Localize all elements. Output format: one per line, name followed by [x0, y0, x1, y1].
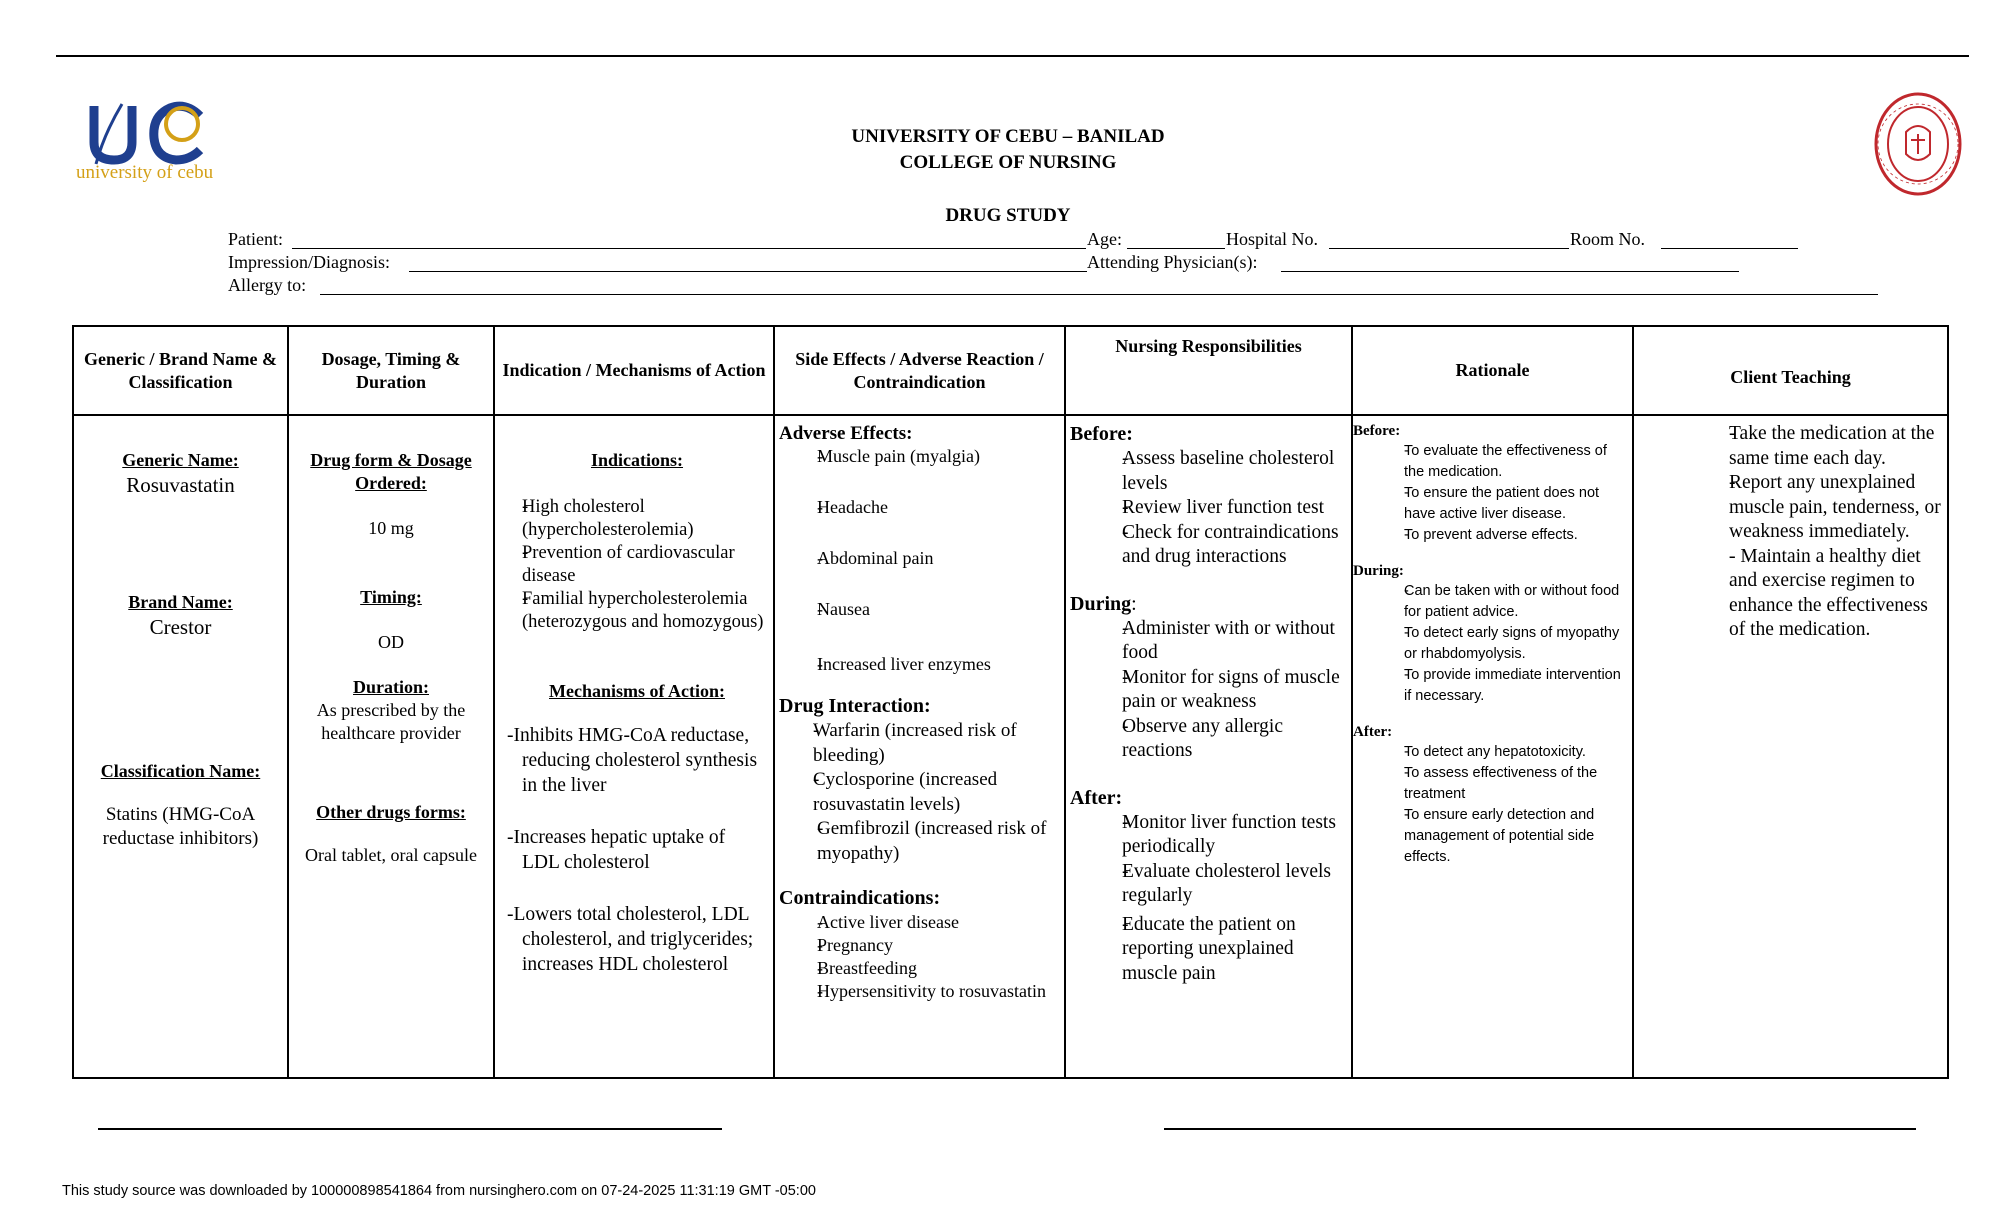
allergy-field[interactable] [320, 294, 1878, 295]
impression-label: Impression/Diagnosis: [228, 252, 390, 272]
adverse-effect-item: - Nausea [797, 598, 1060, 621]
col-header-nursing: Nursing Responsibilities [1065, 326, 1352, 415]
nursing-cell [1065, 415, 1352, 1078]
col-header-dosage: Dosage, Timing & Duration [288, 326, 494, 415]
col-header-side-effects: Side Effects / Adverse Reaction / Contraindication [774, 326, 1065, 415]
physician-label: Attending Physician(s): [1087, 252, 1258, 272]
generic-cell [73, 415, 288, 1078]
nursing-item: - Check for contraindications and drug interactions [1086, 521, 1347, 570]
rationale-item: - To ensure the patient does not have active liver disease. [1367, 483, 1624, 525]
moa-item: -Inhibits HMG-CoA reductase, reducing cholesterol synthesis in the liver [507, 725, 758, 796]
teaching-item: - - Maintain a healthy diet and exercise regimen to enhance the effectiveness of the medication. [1691, 545, 1943, 643]
drug-interaction-item: - Warfarin (increased risk of bleeding) [799, 719, 1060, 768]
col-header-teaching: Client Teaching [1633, 326, 1948, 415]
rationale-item: - To evaluate the effectiveness of the medication. [1367, 441, 1624, 483]
rationale-after-list [1353, 742, 1624, 868]
contraindication-item: - Active liver disease [797, 911, 1060, 934]
rationale-during-label: During: [1353, 563, 1404, 579]
other-forms-label: Other drugs forms: [316, 802, 466, 822]
table-header-row [73, 326, 1948, 415]
nursing-item: - Monitor for signs of muscle pain or weakness [1086, 666, 1347, 715]
brand-name-label: Brand Name: [128, 592, 233, 612]
duration-label: Duration: [353, 677, 429, 697]
brand-name-value: Crestor [149, 615, 212, 639]
nursing-item: - Observe any allergic reactions [1086, 715, 1347, 764]
col-header-indication: Indication / Mechanisms of Action [494, 326, 774, 415]
side-effects-cell [774, 415, 1065, 1078]
col-header-generic: Generic / Brand Name & Classification [73, 326, 288, 415]
nursing-item: - Administer with or without food [1086, 617, 1347, 666]
signature-line-left [98, 1128, 722, 1130]
rationale-after-label: After: [1353, 724, 1393, 740]
nursing-item: - Evaluate cholesterol levels regularly [1086, 860, 1347, 909]
timing-value: OD [378, 632, 404, 652]
hospital-no-label: Hospital No. [1226, 229, 1318, 249]
adverse-effects-list [779, 445, 1060, 676]
rationale-item: - To ensure early detection and management of potential side effects. [1367, 805, 1624, 868]
nursing-after-list [1070, 811, 1347, 987]
drug-interaction-item: - Cyclosporine (increased rosuvastatin levels) [799, 768, 1060, 817]
nursing-after-label: After: [1070, 786, 1123, 809]
physician-field[interactable] [1281, 271, 1739, 272]
rationale-item: - To assess effectiveness of the treatment [1367, 763, 1624, 805]
adverse-effects-label: Adverse Effects: [779, 423, 913, 444]
nursing-item: - Review liver function test [1086, 496, 1347, 521]
indication-item: - High cholesterol (hypercholesterolemia) [507, 496, 767, 542]
drug-form-label: Drug form & Dosage Ordered: [310, 450, 472, 493]
rationale-during-list [1353, 581, 1624, 707]
col-header-rationale: Rationale [1352, 326, 1633, 415]
allergy-label: Allergy to: [228, 275, 307, 295]
table-body-row [73, 415, 1948, 1078]
source-footer: This study source was downloaded by 100000898541864 from nursinghero.com on 07-24-2025 11:31:19 GMT -05:00 [62, 1183, 816, 1199]
rationale-item: - To detect early signs of myopathy or rhabdomyolysis. [1367, 623, 1624, 665]
rationale-before-list [1353, 441, 1624, 546]
other-forms-value: Oral tablet, oral capsule [305, 845, 477, 865]
rationale-item: - To provide immediate intervention if necessary. [1367, 665, 1624, 707]
contraindication-item: - Pregnancy [797, 934, 1060, 957]
adverse-effect-item: - Headache [797, 496, 1060, 519]
drug-form-value: 10 mg [368, 518, 414, 538]
moa-item: -Increases hepatic uptake of LDL cholesterol [507, 827, 726, 873]
teaching-item: - Report any unexplained muscle pain, tenderness, or weakness immediately. [1691, 471, 1943, 545]
moa-label: Mechanisms of Action: [549, 681, 725, 701]
indication-item: - Prevention of cardiovascular disease [507, 542, 767, 588]
top-rule [56, 55, 1969, 57]
dosage-cell [288, 415, 494, 1078]
contraindications-label: Contraindications: [779, 887, 941, 909]
contraindications-list [779, 911, 1060, 1003]
teaching-list [1638, 422, 1943, 643]
indications-label: Indications: [590, 450, 684, 470]
drug-interaction-list [779, 719, 1060, 866]
nursing-during-list [1070, 617, 1347, 764]
signature-line-right [1164, 1128, 1916, 1130]
indication-item: - Familial hypercholesterolemia (heterozygous and homozygous) [507, 588, 767, 634]
nursing-during-label: During: [1070, 592, 1137, 615]
adverse-effect-item: - Increased liver enzymes [797, 653, 1060, 676]
nursing-item: - Educate the patient on reporting unexplained muscle pain [1086, 913, 1347, 987]
adverse-effect-item: - Muscle pain (myalgia) [797, 445, 1060, 468]
contraindication-item: - Hypersensitivity to rosuvastatin [797, 980, 1060, 1003]
drug-study-title: DRUG STUDY [945, 205, 1071, 226]
drug-study-table [72, 325, 1949, 1079]
rationale-item: - Can be taken with or without food for patient advice. [1367, 581, 1624, 623]
teaching-item: - Take the medication at the same time each day. [1691, 422, 1943, 471]
logo-text: university of cebu [76, 162, 214, 183]
impression-field[interactable] [409, 271, 1087, 272]
indication-cell [494, 415, 774, 1078]
generic-name-label: Generic Name: [122, 450, 239, 470]
nursing-before-label: Before: [1070, 423, 1133, 445]
generic-name-value: Rosuvastatin [126, 473, 235, 497]
indications-list [507, 496, 767, 634]
classification-label: Classification Name: [100, 761, 261, 781]
adverse-effect-item: - Abdominal pain [797, 547, 1060, 570]
drug-interaction-label: Drug Interaction: [779, 695, 931, 717]
timing-label: Timing: [360, 587, 422, 607]
drug-interaction-item: - Gemfibrozil (increased risk of myopathy) [799, 817, 1060, 866]
nursing-before-list [1070, 447, 1347, 570]
teaching-cell [1633, 415, 1948, 1078]
age-field[interactable] [1127, 248, 1225, 249]
classification-value: Statins (HMG-CoA reductase inhibitors) [102, 804, 259, 849]
moa-item: -Lowers total cholesterol, LDL cholesterol, and triglycerides; increases HDL cholesterol [507, 904, 754, 975]
room-no-label: Room No. [1570, 229, 1646, 249]
university-title: UNIVERSITY OF CEBU – BANILAD [851, 126, 1165, 147]
nursing-item: - Monitor liver function tests periodically [1086, 811, 1347, 860]
contraindication-item: - Breastfeeding [797, 957, 1060, 980]
college-title: COLLEGE OF NURSING [899, 152, 1117, 173]
nursing-item: - Assess baseline cholesterol levels [1086, 447, 1347, 496]
room-no-field[interactable] [1661, 248, 1798, 249]
age-label: Age: [1087, 229, 1122, 249]
hospital-no-field[interactable] [1329, 248, 1569, 249]
patient-label: Patient: [228, 229, 283, 249]
duration-value: As prescribed by the healthcare provider [316, 700, 466, 743]
rationale-item: - To detect any hepatotoxicity. [1367, 742, 1624, 763]
rationale-cell [1352, 415, 1633, 1078]
patient-field[interactable] [292, 248, 1086, 249]
rationale-item: - To prevent adverse effects. [1367, 525, 1624, 546]
rationale-before-label: Before: [1353, 423, 1401, 439]
